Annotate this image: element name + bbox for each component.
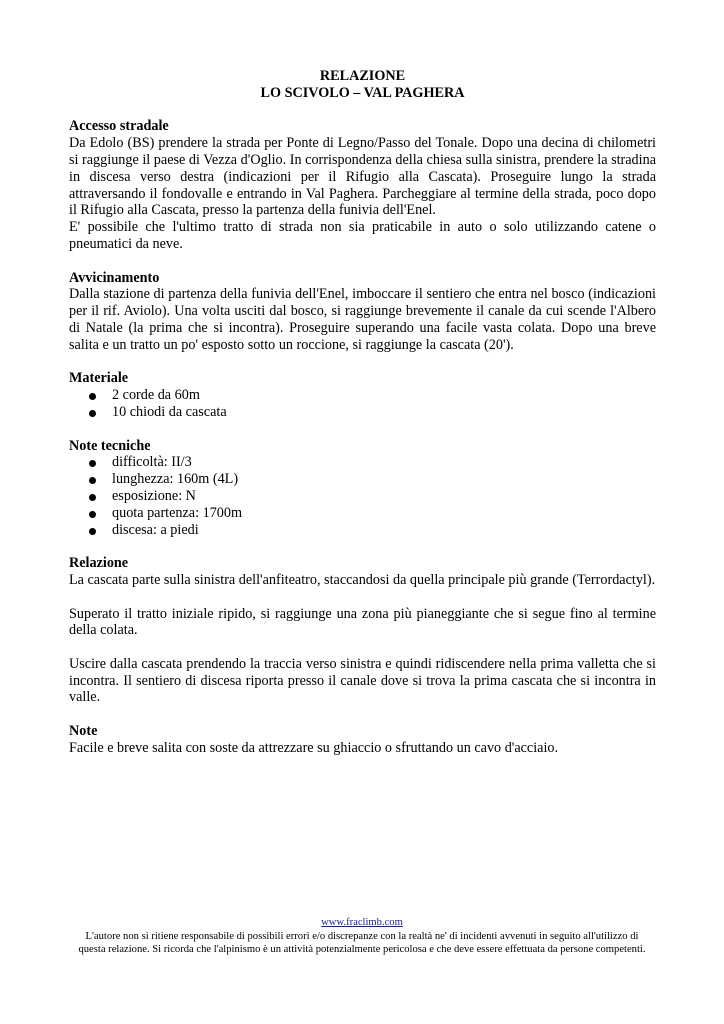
- section-note-tecniche: [69, 438, 656, 539]
- page-footer: [62, 916, 662, 957]
- heading-relazione: Relazione: [69, 555, 129, 572]
- bullet-icon: [89, 511, 96, 518]
- list-item: esposizione: N: [69, 488, 656, 505]
- disclaimer-line-1: L'autore non si ritiene responsabile di possibili errori e/o discrepanze con la realtà ne' di incidenti avvenuti in seguito all'utilizzo di: [85, 930, 639, 942]
- disclaimer-line-2: questa relazione. Si ricorda che l'alpinismo è un attività potenzialmente pericolosa e che deve essere effettuata da persone competenti.: [78, 944, 646, 956]
- paragraph: Superato il tratto iniziale ripido, si raggiunge una zona più pianeggiante che si segue fino al termine della colata.: [69, 605, 656, 639]
- title-line-2: LO SCIVOLO – VAL PAGHERA: [260, 84, 465, 101]
- bullet-icon: [89, 528, 96, 535]
- title-line-1: RELAZIONE: [319, 68, 406, 84]
- paragraph: Facile e breve salita con soste da attrezzare su ghiaccio o sfruttando un cavo d'acciaio.: [69, 739, 559, 756]
- bullet-icon: [89, 477, 96, 484]
- paragraph: Da Edolo (BS) prendere la strada per Ponte di Legno/Passo del Tonale. Dopo una decina di chilometri si raggiunge il paese di Vezza d'Oglio. In corrispondenza della chiesa sulla sinistra, prendere la stradina in discesa verso destra (indicazioni per il Rifugio alla Cascata). Proseguire lungo la strada attraversando il fondovalle e entrando in Val Paghera. Parcheggiare al termine della strada, poco dopo il Rifugio alla Cascata, presso la partenza della funivia dell'Enel.: [69, 135, 656, 219]
- list-item: quota partenza: 1700m: [69, 505, 656, 522]
- heading-note: Note: [69, 723, 98, 740]
- section-relazione: [69, 555, 656, 706]
- materiale-list: [69, 387, 656, 421]
- bullet-icon: [89, 460, 96, 467]
- section-avvicinamento: [69, 270, 656, 354]
- section-materiale: [69, 370, 656, 420]
- bullet-icon: [89, 410, 96, 417]
- heading-note-tecniche: Note tecniche: [69, 437, 151, 454]
- heading-materiale: Materiale: [69, 370, 129, 387]
- document-body: [69, 68, 656, 757]
- list-item: 2 corde da 60m: [69, 387, 656, 404]
- paragraph: La cascata parte sulla sinistra dell'anfiteatro, staccandosi da quella principale più grande (Terrordactyl).: [69, 571, 656, 588]
- list-item: difficoltà: II/3: [69, 454, 656, 471]
- section-accesso-stradale: [69, 118, 656, 252]
- heading-accesso-stradale: Accesso stradale: [69, 118, 169, 135]
- footer-link[interactable]: www.fraclimb.com: [321, 917, 403, 928]
- note-tecniche-list: [69, 454, 656, 538]
- list-item: 10 chiodi da cascata: [69, 404, 656, 421]
- document-title: [69, 68, 656, 102]
- list-item: discesa: a piedi: [69, 522, 656, 539]
- heading-avvicinamento: Avvicinamento: [69, 269, 160, 286]
- paragraph: Dalla stazione di partenza della funivia dell'Enel, imboccare il sentiero che entra nel bosco (indicazioni per il rif. Aviolo). Una volta usciti dal bosco, si raggiunge brevemente il canale da cui scende l'Albero di Natale (la prima che si incontra). Proseguire superando una facile vasta colata. Dopo una breve salita e un tratto un po' esposto sotto un roccione, si raggiunge la cascata (20').: [69, 286, 656, 353]
- list-item: lunghezza: 160m (4L): [69, 471, 656, 488]
- paragraph: E' possibile che l'ultimo tratto di strada non sia praticabile in auto o solo utilizzando catene o pneumatici da neve.: [69, 219, 656, 252]
- bullet-icon: [89, 393, 96, 400]
- section-note: [69, 723, 656, 757]
- bullet-icon: [89, 494, 96, 501]
- paragraph: Uscire dalla cascata prendendo la traccia verso sinistra e quindi ridiscendere nella prima valletta che si incontra. Il sentiero di discesa riporta presso il canale dove si trova la prima cascata che si incontra in valle.: [69, 655, 656, 706]
